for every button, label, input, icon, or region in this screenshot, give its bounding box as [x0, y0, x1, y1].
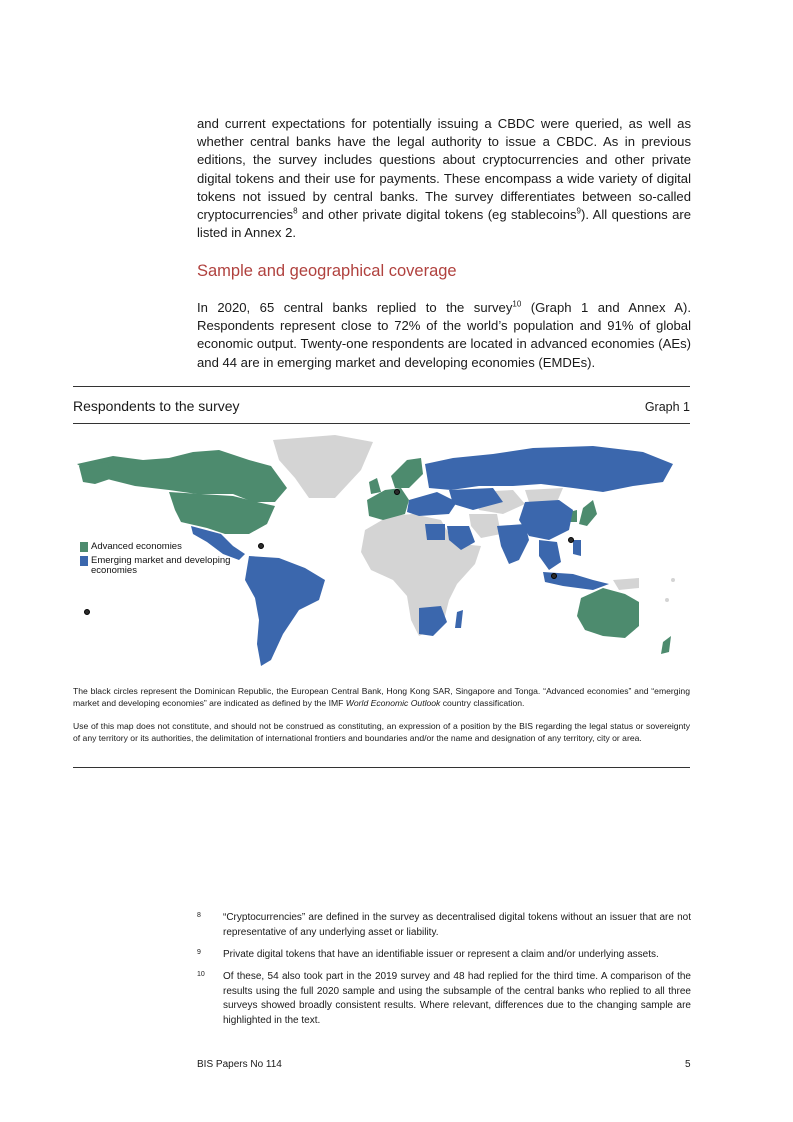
australia-shape — [577, 588, 639, 638]
hong-kong-marker — [569, 538, 574, 543]
ecb-marker — [395, 490, 400, 495]
footnote-ref-9[interactable]: 9 — [576, 206, 581, 216]
legend-advanced-swatch — [80, 542, 88, 552]
philippines-shape — [573, 540, 581, 556]
footnote-10: 10 Of these, 54 also took part in the 2019 survey and 48 had replied for the third time. A comparison of the results using the full 2020 sample and using the subsample of the central banks who replied to all three surveys showed broadly consistent results. Where relevant, differences due to the changing sample are highlighted in the text. — [197, 971, 691, 1026]
new-zealand-shape — [661, 636, 671, 654]
footnote-ref-10[interactable]: 10 — [512, 299, 522, 309]
graph-note-circles: The black circles represent the Dominican Republic, the European Central Bank, Hong Kong SAR, Singapore and Tonga. “Advanced economies” and “emerging market and developing economies” are indicated as defined by the IMF World Economic Outlook country classification. — [73, 686, 690, 709]
legend-emerging: Emerging market and developing economies — [80, 556, 231, 576]
legend-advanced: Advanced economies — [80, 542, 182, 552]
graph-bottom-rule — [73, 767, 690, 768]
footer-publication: BIS Papers No 114 — [197, 1059, 282, 1070]
scandinavia-shape — [391, 458, 423, 488]
tonga-marker — [85, 610, 90, 615]
iran-shape — [469, 514, 501, 538]
india-shape — [497, 524, 529, 564]
graph-note-disclaimer: Use of this map does not constitute, and should not be construed as constituting, an expression of a position by the BIS regarding the legal status or sovereignty of any territory or its authorities, the delimitation of international frontiers and boundaries and/or the name and designation of any territory, city or area. — [73, 721, 690, 744]
graph-number: Graph 1 — [644, 400, 690, 414]
mongolia-shape — [525, 488, 563, 502]
section-heading: Sample and geographical coverage — [197, 262, 457, 280]
footnote-8: 8 “Cryptocurrencies” are defined in the survey as decentralised digital tokens without an issuer that are not representative of any underlying asset or liability. — [197, 912, 691, 938]
alaska-shape — [79, 462, 113, 484]
egypt-shape — [425, 524, 445, 540]
greenland-shape — [273, 435, 373, 498]
body-paragraph-1: and current expectations for potentially issuing a CBDC were queried, as well as whether central banks have the legal authority to issue a CBDC. As in previous editions, the survey includes questions about cryptocurrencies and other private digital tokens and their use for payments. These encompass a wide variety of digital tokens not issued by central banks. The survey differentiates between so-called cryptocurrencies$^8$ and other private digital tokens (eg stablecoins$^9$). All questions are listed in Annex 2. — [197, 116, 691, 241]
russia-shape — [425, 446, 673, 492]
southeast-asia-shape — [539, 540, 561, 570]
footer-page-number: 5 — [685, 1059, 691, 1070]
madagascar-shape — [455, 610, 463, 628]
uk-shape — [369, 478, 381, 494]
body-paragraph-2: In 2020, 65 central banks replied to the survey$^{10}$ (Graph 1 and Annex A). Respondents represent close to 72% of the world’s population and 91% of global economic output. Twenty-one respondents are located in advanced economies (AEs) and 44 are in emerging market and developing economies (EMDEs). — [197, 299, 692, 370]
singapore-marker — [552, 574, 557, 579]
eastern-europe-shape — [407, 492, 457, 516]
dominican-republic-marker — [259, 544, 264, 549]
legend-emerging-swatch — [80, 556, 88, 566]
graph-top-rule — [73, 386, 690, 387]
graph-title: Respondents to the survey — [73, 398, 240, 414]
papua-shape — [613, 578, 639, 590]
footnote-9: 9 Private digital tokens that have an identifiable issuer or represent a claim and/or underlying assets. — [197, 949, 659, 960]
japan-shape — [579, 500, 597, 526]
south-america-shape — [245, 556, 325, 666]
footnote-ref-8[interactable]: 8 — [293, 206, 298, 216]
graph-title-rule — [73, 423, 690, 424]
